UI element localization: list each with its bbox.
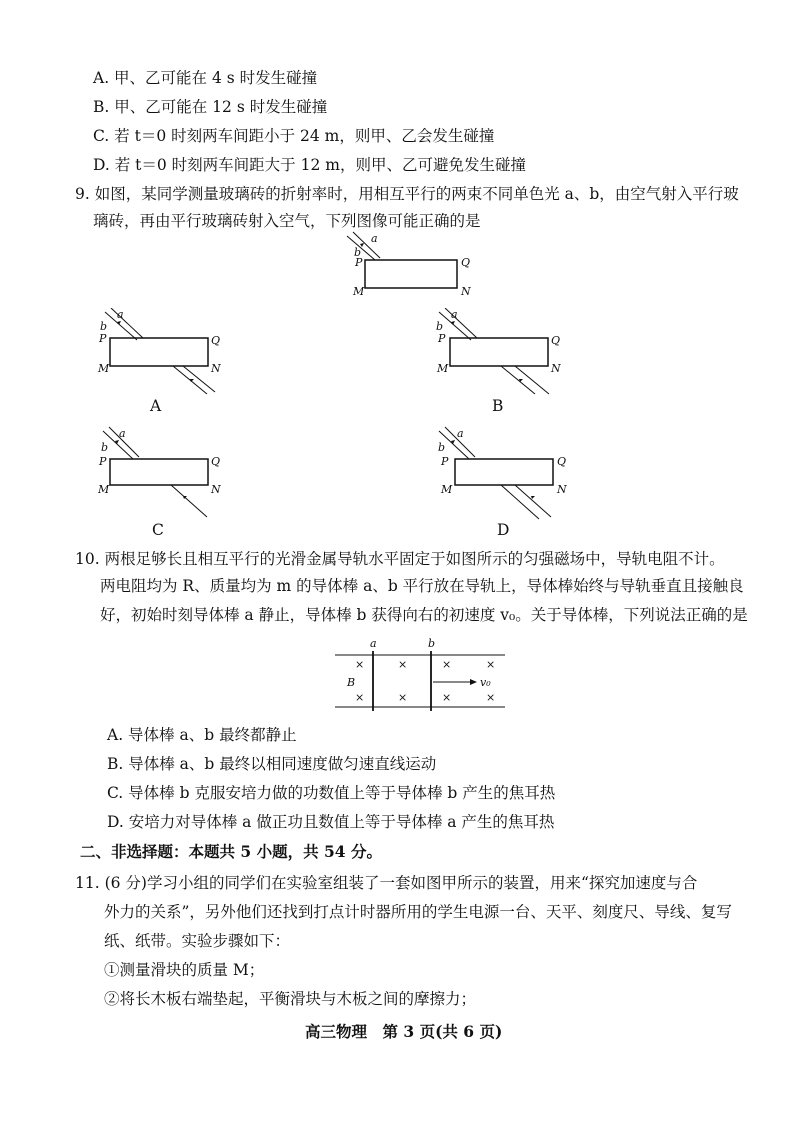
q11-line3: 纸、纸带。实验步骤如下：: [104, 932, 291, 950]
q8-option-c: C. 若 t＝0 时刻两车间距小于 24 m，则甲、乙会发生碰撞: [93, 127, 495, 145]
q10-cross: ×: [486, 691, 496, 704]
q10-cross: ×: [355, 691, 365, 704]
q11-step2: ②将长木板右端垫起，平衡滑块与木板之间的摩擦力；: [104, 990, 477, 1008]
q9-c-label-a: a: [119, 427, 126, 440]
q9-main-label-M: M: [353, 285, 365, 298]
q9-c-label-P: P: [99, 455, 107, 468]
q9-option-label-b: B: [492, 397, 504, 415]
q11-line1: 11. (6 分)学习小组的同学们在实验室组装了一套如图甲所示的装置，用来“探究加速度与合: [75, 874, 698, 892]
q9-c-label-N: N: [211, 483, 221, 496]
q9-main-label-a: a: [371, 232, 378, 245]
q10-rod-a-label: a: [370, 637, 377, 650]
q10-cross: ×: [355, 658, 365, 671]
q9-d-label-b: b: [438, 441, 446, 454]
page-footer: 高三物理 第 3 页(共 6 页): [305, 1022, 503, 1041]
q9-d-label-P: P: [441, 455, 449, 468]
q9-b-label-b: b: [436, 320, 444, 333]
q9-option-label-d: D: [497, 521, 510, 539]
q10-option-a: A. 导体棒 a、b 最终都静止: [107, 726, 297, 744]
q10-option-b: B. 导体棒 a、b 最终以相同速度做匀速直线运动: [107, 755, 437, 773]
q9-a-label-N: N: [211, 362, 221, 375]
q9-b-label-a: a: [451, 308, 458, 321]
q9-main-figure: [335, 230, 485, 300]
q9-stem-line2: 璃砖，再由平行玻璃砖射入空气，下列图像可能正确的是: [93, 212, 481, 230]
q8-option-d: D. 若 t＝0 时刻两车间距大于 12 m，则甲、乙可避免发生碰撞: [93, 156, 526, 174]
q9-a-label-P: P: [99, 332, 107, 345]
q9-b-label-Q: Q: [551, 334, 561, 347]
q10-field-label: B: [347, 676, 356, 689]
q9-main-label-P: P: [355, 256, 363, 269]
q10-stem-line3: 好，初始时刻导体棒 a 静止，导体棒 b 获得向右的初速度 v₀。关于导体棒，下列说法正确的是: [100, 606, 748, 624]
q9-figure-c: [95, 425, 230, 520]
q8-option-a: A. 甲、乙可能在 4 s 时发生碰撞: [93, 69, 318, 87]
q9-d-label-M: M: [441, 483, 453, 496]
q11-step1: ①测量滑块的质量 M；: [104, 961, 265, 979]
q11-line2: 外力的关系”，另外他们还找到打点计时器所用的学生电源一台、天平、刻度尺、导线、复写: [104, 903, 732, 921]
q9-stem-line1: 9. 如图，某同学测量玻璃砖的折射率时，用相互平行的两束不同单色光 a、b，由空气射入平行玻: [75, 185, 739, 203]
q9-option-label-c: C: [152, 521, 164, 539]
q10-cross: ×: [486, 658, 496, 671]
q9-a-label-a: a: [117, 308, 124, 321]
q10-rod-b-label: b: [428, 637, 436, 650]
q10-velocity-label: v₀: [480, 676, 491, 689]
q10-stem-line2: 两电阻均为 R、质量均为 m 的导体棒 a、b 平行放在导轨上，导体棒始终与导轨垂直且接触良: [100, 577, 744, 595]
q9-a-label-M: M: [98, 362, 110, 375]
q9-a-label-b: b: [100, 320, 108, 333]
q9-main-label-N: N: [461, 285, 471, 298]
q10-cross: ×: [442, 658, 452, 671]
q9-d-label-Q: Q: [557, 455, 567, 468]
q10-stem-line1: 10. 两根足够长且相互平行的光滑金属导轨水平固定于如图所示的匀强磁场中，导轨电阻不计。: [75, 550, 725, 568]
q9-b-label-P: P: [438, 332, 446, 345]
q8-option-b: B. 甲、乙可能在 12 s 时发生碰撞: [93, 98, 328, 116]
q9-c-label-M: M: [98, 483, 110, 496]
q9-b-label-M: M: [437, 362, 449, 375]
q9-b-label-N: N: [551, 362, 561, 375]
q9-figure-d: [435, 425, 575, 520]
q9-figure-a: [95, 308, 230, 398]
q9-c-label-Q: Q: [211, 455, 221, 468]
q9-option-label-a: A: [150, 397, 162, 415]
q9-c-label-b: b: [101, 441, 109, 454]
q10-option-c: C. 导体棒 b 克服安培力做的功数值上等于导体棒 b 产生的焦耳热: [107, 784, 556, 802]
q9-d-label-a: a: [457, 427, 464, 440]
q10-option-d: D. 安培力对导体棒 a 做正功且数值上等于导体棒 a 产生的焦耳热: [107, 813, 555, 831]
q9-a-label-Q: Q: [211, 334, 221, 347]
q10-cross: ×: [398, 658, 408, 671]
section-2-title: 二、非选择题：本题共 5 小题，共 54 分。: [80, 842, 382, 861]
q9-main-label-Q: Q: [461, 256, 471, 269]
q10-figure: [335, 635, 515, 715]
q9-main-label-b: b: [354, 246, 362, 259]
q10-cross: ×: [442, 691, 452, 704]
q10-cross: ×: [398, 691, 408, 704]
q9-d-label-N: N: [557, 483, 567, 496]
q9-figure-b: [435, 308, 570, 398]
